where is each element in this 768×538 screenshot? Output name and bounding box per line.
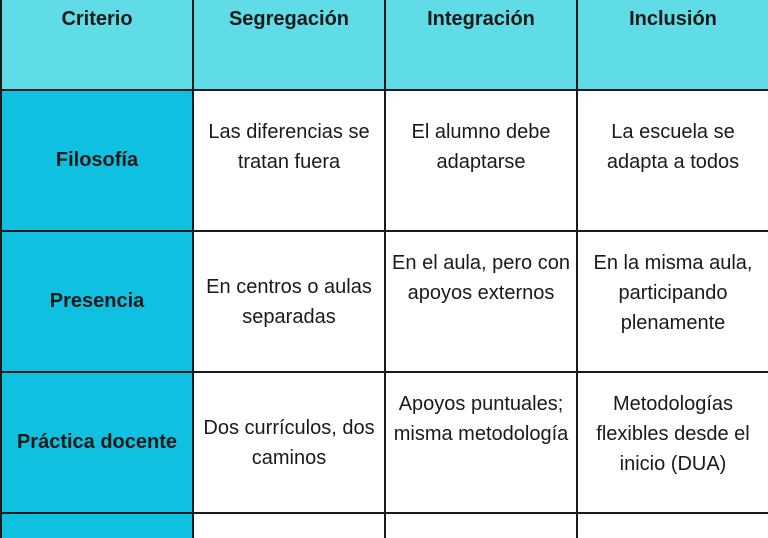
cell-text: En centros o aulas separadas	[206, 275, 372, 328]
table-cell	[578, 373, 768, 514]
row-label-presencia	[2, 232, 194, 373]
row-label: Presencia	[49, 290, 145, 312]
header-inclusion	[578, 0, 768, 91]
cell-text: Apoyos puntuales; misma metodología	[393, 393, 569, 445]
table-cell	[194, 91, 386, 232]
header-label: Inclusión	[629, 8, 717, 30]
cell-text: Dos currículos, dos caminos	[203, 416, 375, 469]
table-cell	[578, 232, 768, 373]
header-segregacion	[194, 0, 386, 91]
table-cell	[578, 91, 768, 232]
header-criterio	[2, 0, 194, 91]
header-label: Segregación	[228, 8, 350, 30]
table-cell	[386, 232, 578, 373]
table-cell-partial	[578, 514, 768, 538]
row-label-practica-docente	[2, 373, 194, 514]
header-label: Criterio	[61, 8, 133, 30]
cell-text: El alumno debe adaptarse	[411, 121, 551, 173]
row-label-partial	[2, 514, 194, 538]
cell-text: En la misma aula, participando plenamente	[593, 252, 753, 334]
table-cell	[194, 232, 386, 373]
cell-text: Las diferencias se tratan fuera	[208, 121, 370, 173]
cell-text: La escuela se adapta a todos	[606, 121, 740, 173]
row-label: Filosofía	[55, 149, 139, 171]
header-label: Integración	[427, 8, 535, 30]
table-cell-partial	[194, 514, 386, 538]
header-integracion	[386, 0, 578, 91]
row-label-filosofia	[2, 91, 194, 232]
row-label: Práctica docente	[16, 431, 178, 453]
cell-text: Metodologías flexibles desde el inicio (DUA)	[596, 393, 750, 475]
table-cell	[194, 373, 386, 514]
table-cell	[386, 91, 578, 232]
table-cell	[386, 373, 578, 514]
table-cell-partial	[386, 514, 578, 538]
cell-text: En el aula, pero con apoyos externos	[392, 252, 570, 304]
